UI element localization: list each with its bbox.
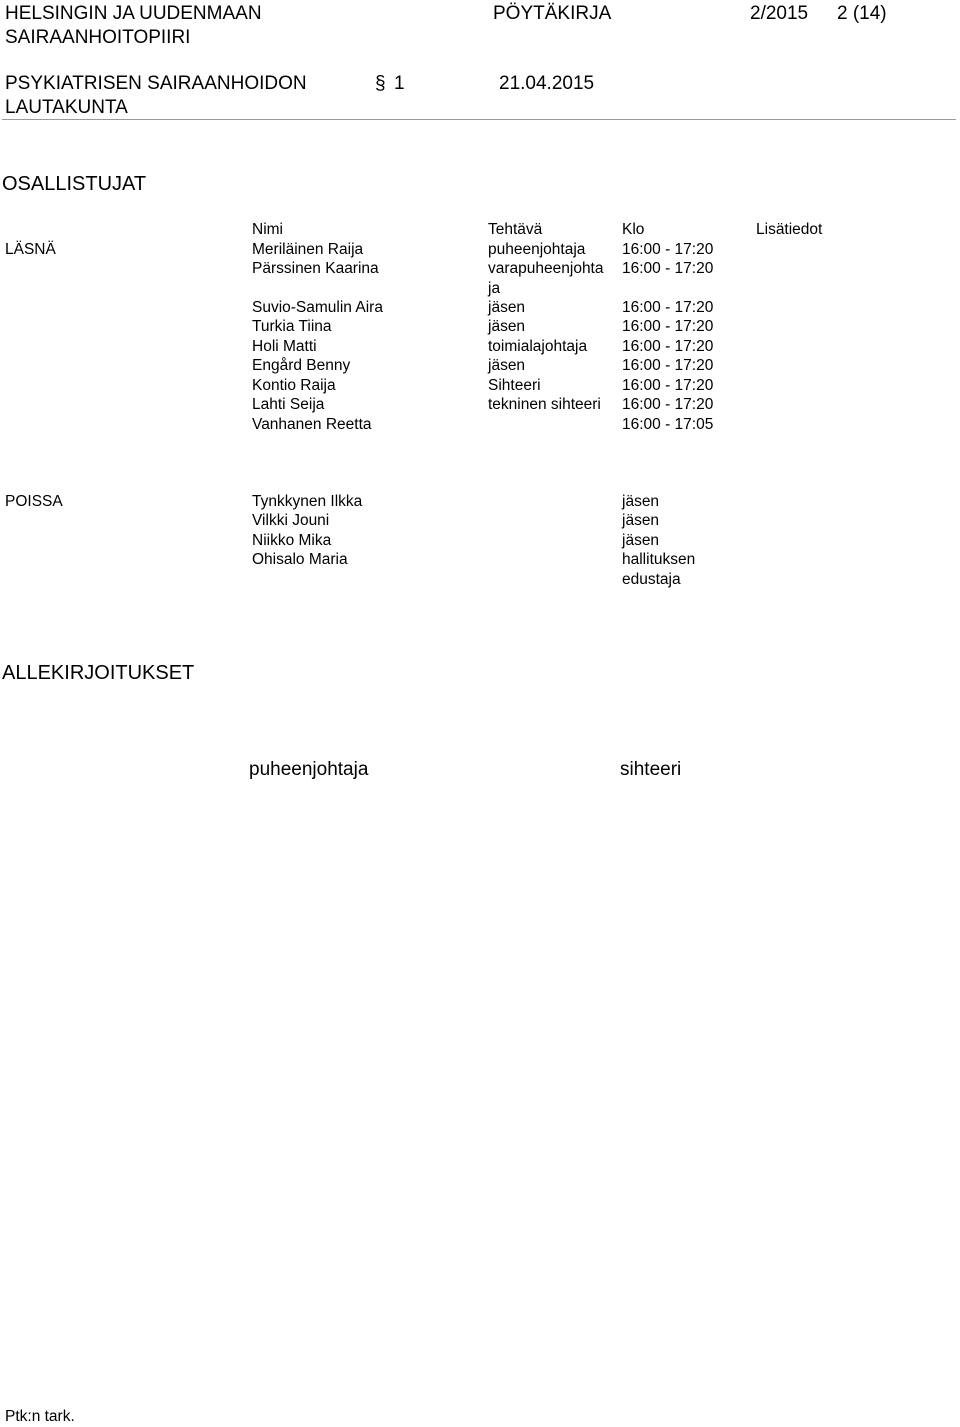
section-symbol: § bbox=[375, 73, 386, 94]
absent-role bbox=[622, 550, 695, 589]
organization-name-line1: HELSINGIN JA UUDENMAAN bbox=[5, 3, 262, 24]
present-time: 16:00 - 17:20 bbox=[622, 338, 714, 355]
absent-role: jäsen bbox=[622, 512, 660, 529]
absent-label: POISSA bbox=[5, 493, 63, 510]
present-time: 16:00 - 17:05 bbox=[622, 416, 714, 433]
signature-secretary: sihteeri bbox=[620, 759, 682, 780]
column-header-name: Nimi bbox=[252, 221, 283, 238]
header-divider bbox=[2, 119, 956, 120]
column-header-role: Tehtävä bbox=[488, 221, 543, 238]
organization-name-line2: SAIRAANHOITOPIIRI bbox=[5, 27, 191, 48]
present-time: 16:00 - 17:20 bbox=[622, 299, 714, 316]
present-role: jäsen bbox=[488, 357, 526, 374]
present-time: 16:00 - 17:20 bbox=[622, 260, 714, 277]
present-name: Suvio-Samulin Aira bbox=[252, 299, 383, 316]
absent-role-line1: hallituksen bbox=[622, 551, 696, 568]
signature-chair: puheenjohtaja bbox=[249, 759, 369, 780]
present-role: toimialajohtaja bbox=[488, 338, 588, 355]
organization-name bbox=[5, 2, 262, 50]
present-role: jäsen bbox=[488, 299, 526, 316]
board-name-line1: PSYKIATRISEN SAIRAANHOIDON bbox=[5, 73, 307, 94]
absent-name: Ohisalo Maria bbox=[252, 551, 348, 568]
present-role: puheenjohtaja bbox=[488, 241, 586, 258]
present-label: LÄSNÄ bbox=[5, 241, 56, 258]
present-name: Kontio Raija bbox=[252, 377, 336, 394]
signatures-title: ALLEKIRJOITUKSET bbox=[2, 662, 195, 684]
present-name: Holi Matti bbox=[252, 338, 317, 355]
present-time: 16:00 - 17:20 bbox=[622, 241, 714, 258]
absent-role: jäsen bbox=[622, 493, 660, 510]
column-header-notes: Lisätiedot bbox=[756, 221, 823, 238]
page-number: 2 (14) bbox=[837, 3, 887, 24]
present-role: jäsen bbox=[488, 318, 526, 335]
column-header-time: Klo bbox=[622, 221, 645, 238]
document-type: PÖYTÄKIRJA bbox=[493, 3, 612, 24]
present-name: Lahti Seija bbox=[252, 396, 325, 413]
present-time: 16:00 - 17:20 bbox=[622, 377, 714, 394]
participants-title: OSALLISTUJAT bbox=[2, 173, 147, 195]
absent-role-line2: edustaja bbox=[622, 570, 681, 588]
section-number: 1 bbox=[394, 73, 405, 94]
absent-name: Tynkkynen Ilkka bbox=[252, 493, 363, 510]
present-time: 16:00 - 17:20 bbox=[622, 357, 714, 374]
absent-name: Vilkki Jouni bbox=[252, 512, 330, 529]
board-name-line2: LAUTAKUNTA bbox=[5, 97, 128, 118]
absent-name: Niikko Mika bbox=[252, 532, 332, 549]
present-name: Vanhanen Reetta bbox=[252, 416, 372, 433]
meeting-date: 21.04.2015 bbox=[499, 73, 595, 94]
present-time: 16:00 - 17:20 bbox=[622, 396, 714, 413]
present-name: Pärssinen Kaarina bbox=[252, 260, 379, 277]
present-name: Meriläinen Raija bbox=[252, 241, 364, 258]
present-role: tekninen sihteeri bbox=[488, 396, 601, 413]
present-role bbox=[488, 259, 604, 298]
present-name: Engård Benny bbox=[252, 357, 351, 374]
present-role-line2: ja bbox=[488, 279, 501, 297]
present-role-line1: varapuheenjohta bbox=[488, 260, 604, 277]
absent-role: jäsen bbox=[622, 532, 660, 549]
board-name bbox=[5, 72, 307, 120]
document-number: 2/2015 bbox=[750, 3, 809, 24]
present-role: Sihteeri bbox=[488, 377, 541, 394]
present-name: Turkia Tiina bbox=[252, 318, 332, 335]
minutes-verification: Ptk:n tark. bbox=[5, 1408, 75, 1425]
present-time: 16:00 - 17:20 bbox=[622, 318, 714, 335]
